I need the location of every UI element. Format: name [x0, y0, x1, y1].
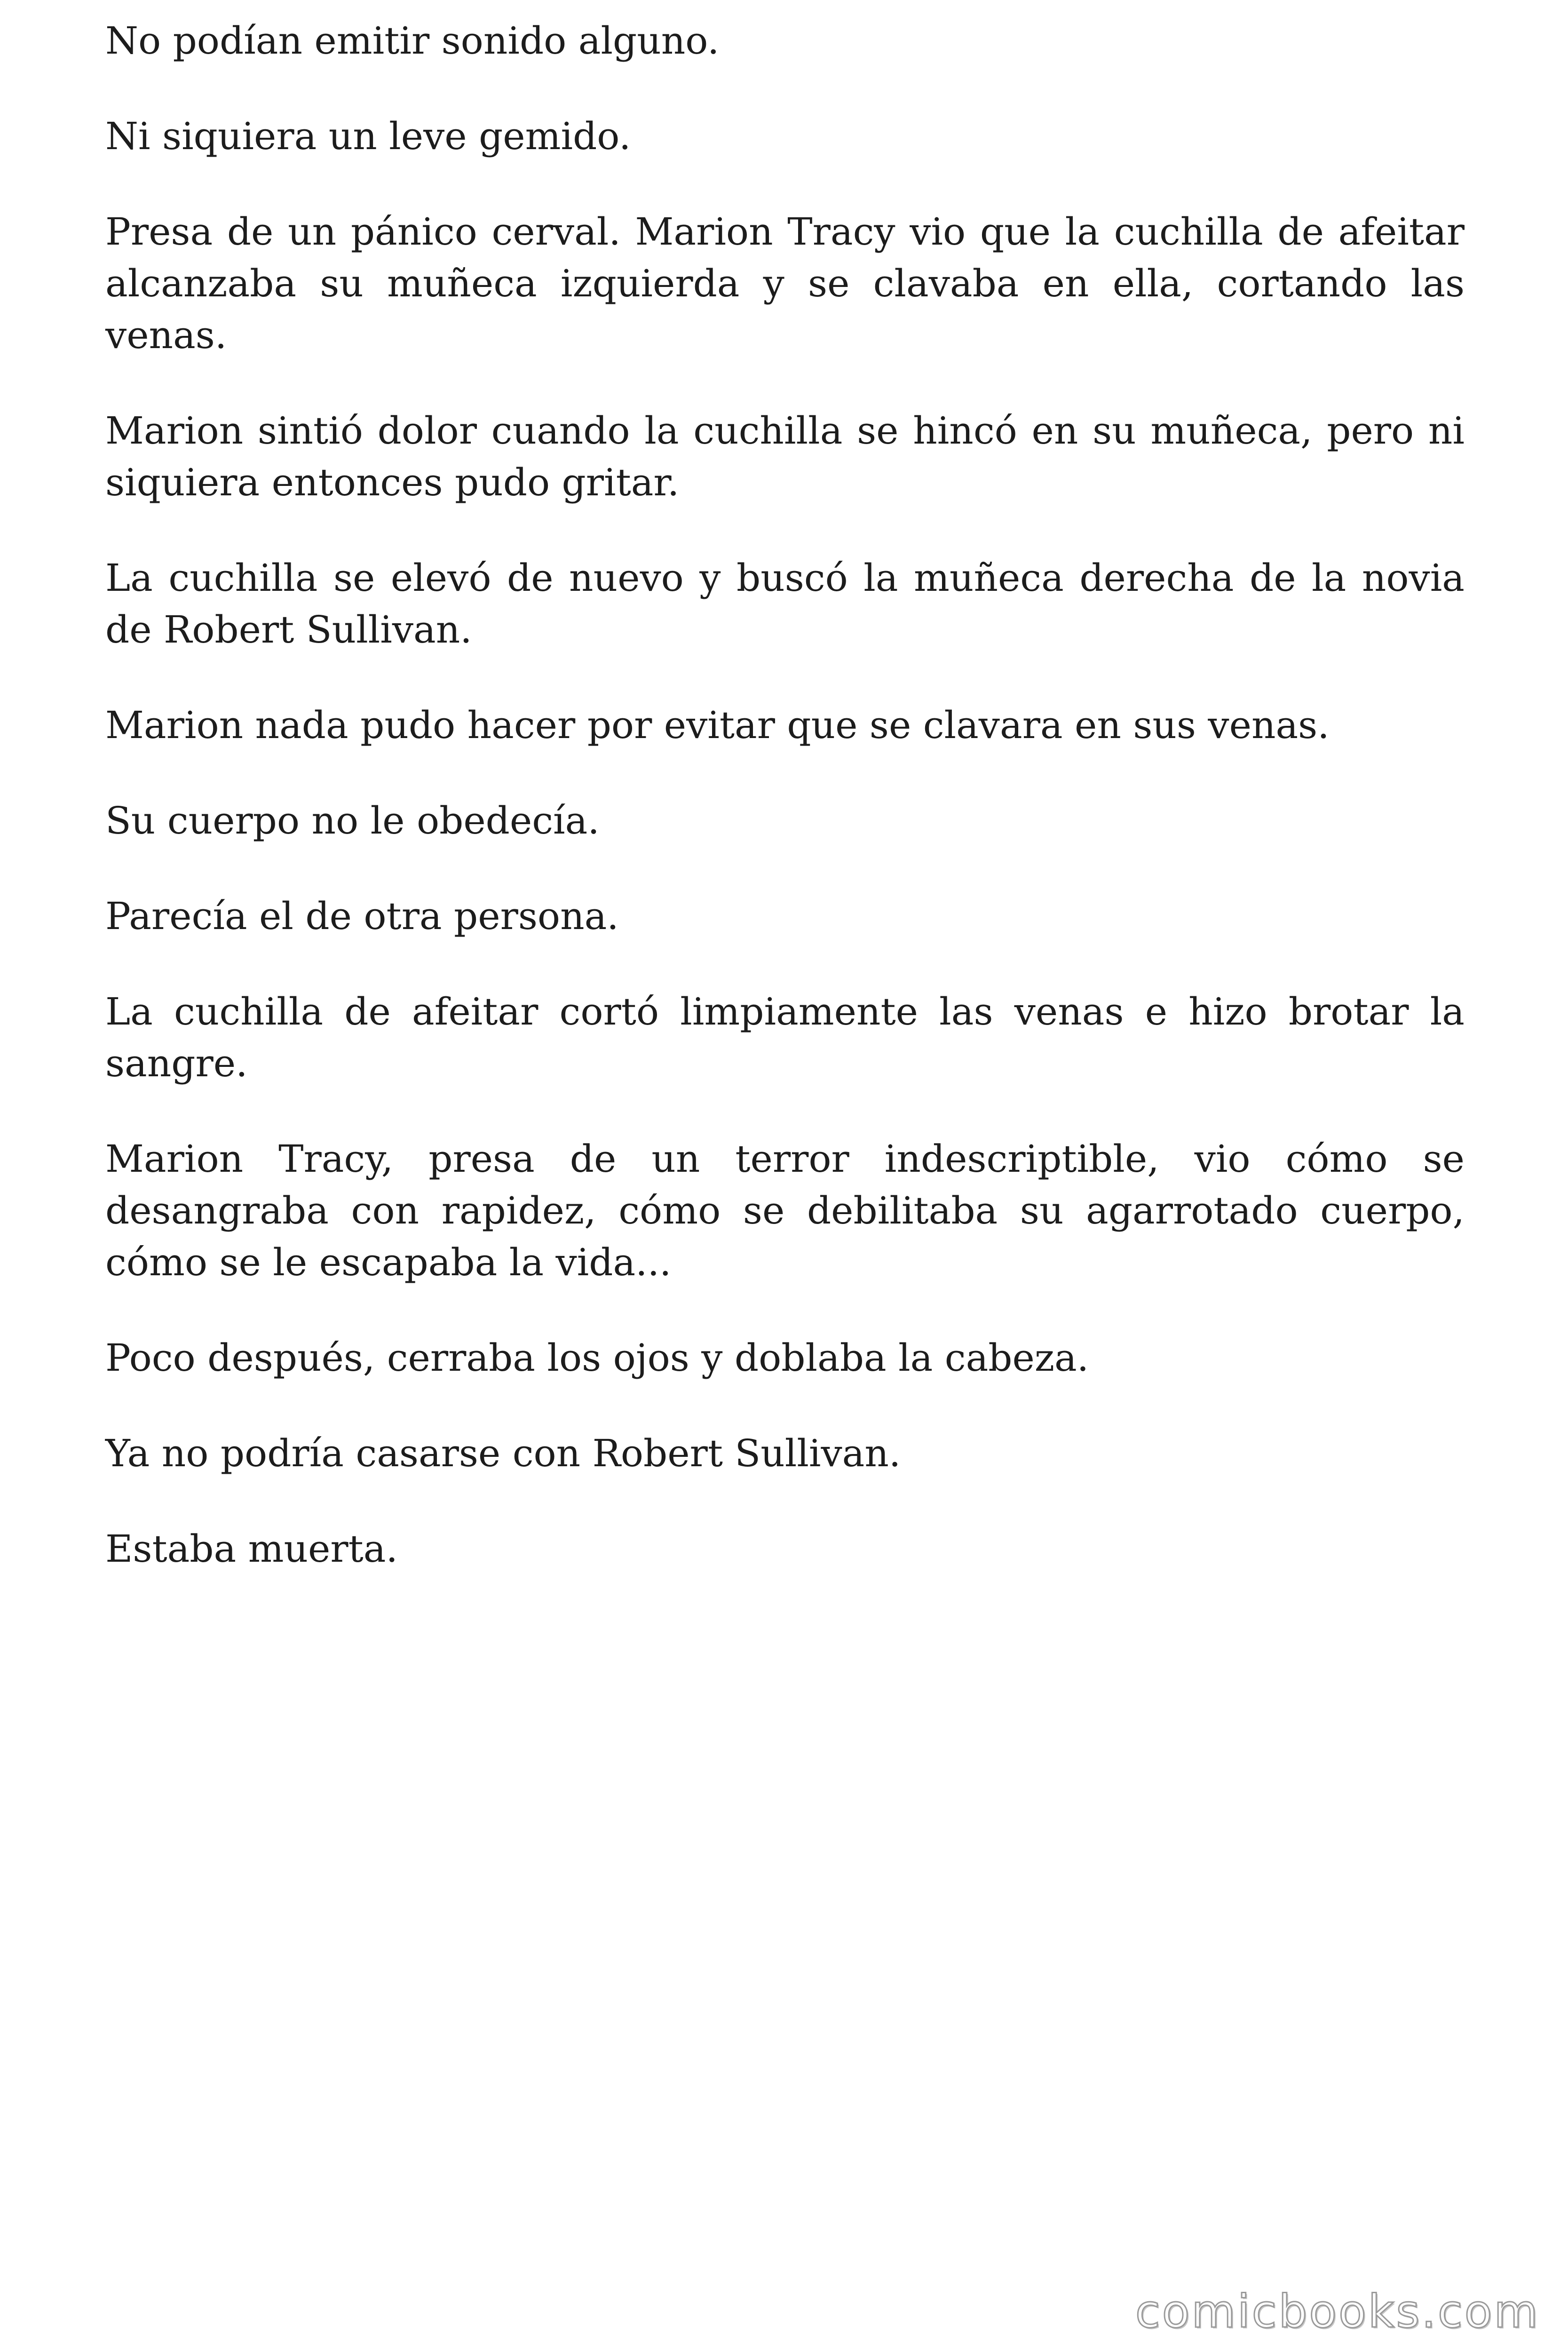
paragraph: La cuchilla de afeitar cortó limpiamente las venas e hizo brotar la sangre.	[105, 990, 1465, 1085]
paragraph: Ya no podría casarse con Robert Sullivan.	[105, 1431, 901, 1475]
paragraph: Presa de un pánico cerval. Marion Tracy vio que la cuchilla de afeitar alcanzaba su muñeca izquierda y se clavaba en ella, cortando las venas.	[105, 210, 1465, 357]
paragraph: Marion nada pudo hacer por evitar que se clavara en sus venas.	[105, 703, 1330, 747]
body-text	[105, 15, 1465, 1619]
paragraph: No podían emitir sonido alguno.	[105, 19, 720, 63]
paragraph: Su cuerpo no le obedecía.	[105, 799, 600, 842]
paragraph: La cuchilla se elevó de nuevo y buscó la muñeca derecha de la novia de Robert Sullivan.	[105, 556, 1465, 652]
paragraph: Estaba muerta.	[105, 1527, 398, 1571]
paragraph: Marion Tracy, presa de un terror indescriptible, vio cómo se desangraba con rapidez, cómo se debilitaba su agarrotado cuerpo, cómo se le escapaba la vida...	[105, 1137, 1465, 1284]
watermark: comicbooks.com	[1135, 2285, 1540, 2338]
paragraph: Poco después, cerraba los ojos y doblaba la cabeza.	[105, 1336, 1089, 1380]
paragraph: Marion sintió dolor cuando la cuchilla se hincó en su muñeca, pero ni siquiera entonces pudo gritar.	[105, 409, 1465, 504]
paragraph: Ni siquiera un leve gemido.	[105, 114, 631, 158]
paragraph: Parecía el de otra persona.	[105, 894, 619, 938]
